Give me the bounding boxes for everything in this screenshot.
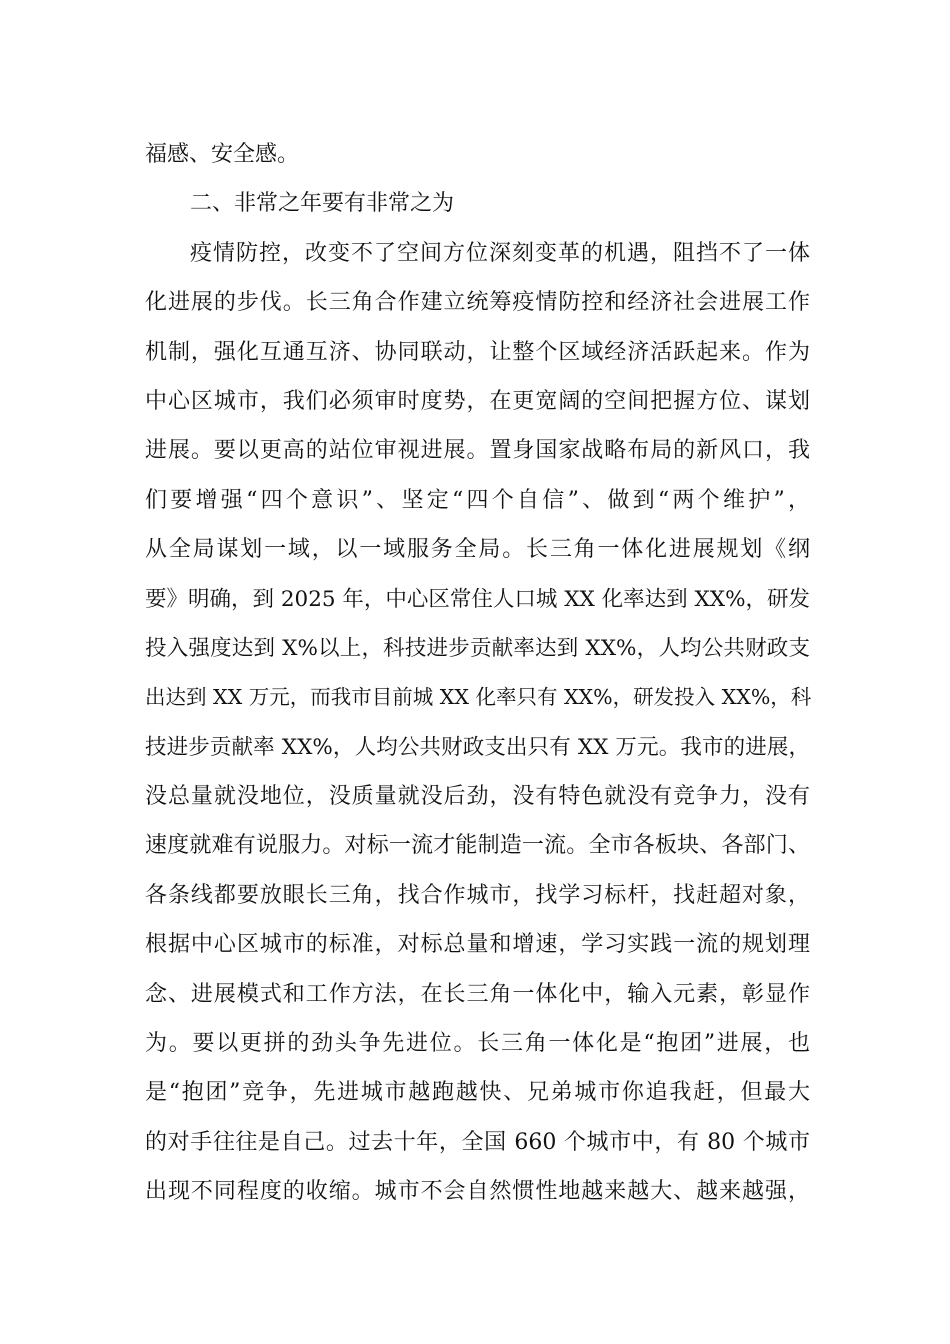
paragraph-line: 念、进展模式和工作方法，在长三角一体化中，输入元素，彰显作 — [145, 981, 810, 1007]
paragraph-line: 为。要以更拼的劲头争先进位。长三角一体化是“抱团”进展，也 — [145, 1031, 810, 1057]
paragraph-line: 出达到 XX 万元，而我市目前城 XX 化率只有 XX%，研发投入 XX%，科 — [145, 685, 812, 710]
paragraph-line: 出现不同程度的收缩。城市不会自然惯性地越来越大、越来越强， — [145, 1179, 810, 1205]
paragraph-line: 从全局谋划一域，以一域服务全局。长三角一体化进展规划《纲 — [145, 537, 810, 563]
paragraph-line: 根据中心区城市的标准，对标总量和增速，学习实践一流的规划理 — [145, 932, 810, 958]
paragraph-line: 进展。要以更高的站位审视进展。置身国家战略布局的新风口，我 — [145, 438, 810, 464]
paragraph-line: 的对手往往是自己。过去十年，全国 660 个城市中，有 80 个城市 — [145, 1129, 810, 1155]
paragraph-line: 没总量就没地位，没质量就没后劲，没有特色就没有竞争力，没有 — [145, 784, 810, 810]
document-body — [145, 130, 810, 1217]
paragraph-line: 要》明确，到 2025 年，中心区常住人口城 XX 化率达到 XX%，研发 — [145, 586, 811, 612]
paragraph-line: 们要增强“四个意识”、坚定“四个自信”、做到“两个维护”， — [145, 487, 810, 513]
paragraph-line: 技进步贡献率 XX%，人均公共财政支出只有 XX 万元。我市的进展， — [145, 734, 810, 760]
paragraph-line: 疫情防控，改变不了空间方位深刻变革的机遇，阻挡不了一体 — [190, 240, 810, 266]
paragraph-line: 投入强度达到 X%以上，科技进步贡献率达到 XX%，人均公共财政支 — [145, 635, 810, 661]
paragraph-line: 速度就难有说服力。对标一流才能制造一流。全市各板块、各部门、 — [145, 833, 810, 859]
paragraph-line: 中心区城市，我们必须审时度势，在更宽阔的空间把握方位、谋划 — [145, 388, 810, 414]
section-heading: 二、非常之年要有非常之为 — [190, 191, 455, 217]
paragraph-line: 是“抱团”竞争，先进城市越跑越快、兄弟城市你追我赶，但最大 — [145, 1080, 810, 1106]
paragraph-line: 各条线都要放眼长三角，找合作城市，找学习标杆，找赶超对象， — [145, 882, 810, 908]
paragraph-line: 机制，强化互通互济、协同联动，让整个区域经济活跃起来。作为 — [145, 339, 810, 365]
paragraph-line: 化进展的步伐。长三角合作建立统筹疫情防控和经济社会进展工作 — [145, 290, 810, 316]
paragraph-line: 福感、安全感。 — [145, 142, 300, 167]
